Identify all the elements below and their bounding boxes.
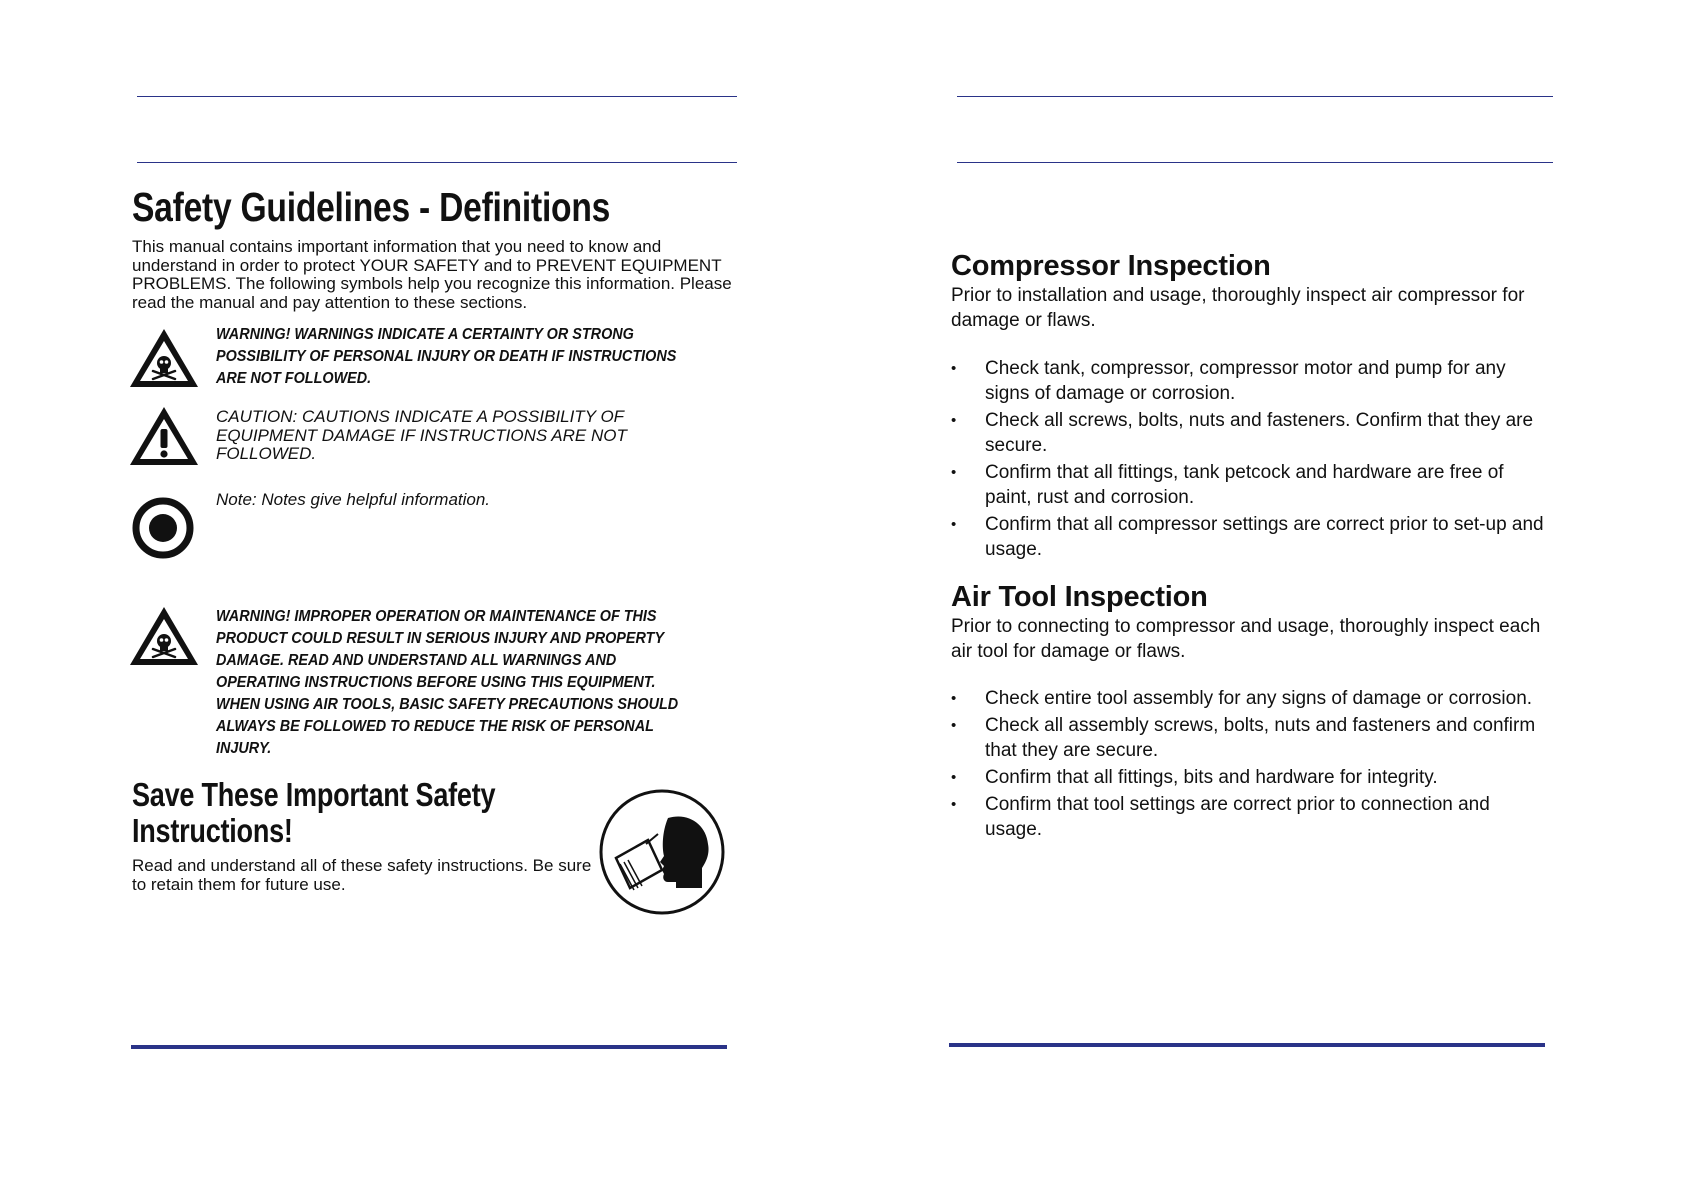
- save-instructions-text: Read and understand all of these safety instructions. Be sure to retain them for future use.: [132, 856, 592, 894]
- right-page: [842, 0, 1685, 1192]
- footer-rule: [131, 1045, 727, 1049]
- header-rule-bottom: [957, 162, 1553, 163]
- bullet-glyph: •: [951, 412, 957, 429]
- skull-warning-icon: [128, 604, 200, 668]
- page-title: Safety Guidelines - Definitions: [132, 184, 611, 230]
- list-item: • Check tank, compressor, compressor motor and pump for any signs of damage or corrosion.: [951, 358, 1506, 404]
- warning-definition: WARNING! WARNINGS INDICATE A CERTAINTY OR STRONG POSSIBILITY OF PERSONAL INJURY OR DEATH IF INSTRUCTIONS ARE NOT FOLLOWED.: [216, 326, 677, 387]
- compressor-inspection-title: Compressor Inspection: [951, 250, 1271, 282]
- bullseye-note-icon: [131, 496, 195, 560]
- list-item: • Confirm that all fittings, tank petcock and hardware are free of paint, rust and corrosion.: [951, 462, 1504, 508]
- bullet-glyph: •: [951, 690, 957, 707]
- bullet-glyph: •: [951, 796, 957, 813]
- list-item: • Check entire tool assembly for any signs of damage or corrosion.: [951, 688, 1533, 709]
- skull-warning-icon: [128, 326, 200, 390]
- bullet-glyph: •: [951, 769, 957, 786]
- header-rule-top: [137, 96, 737, 97]
- list-item: • Confirm that all compressor settings are correct prior to set-up and usage.: [951, 514, 1544, 560]
- caution-definition: CAUTION: CAUTIONS INDICATE A POSSIBILITY OF EQUIPMENT DAMAGE IF INSTRUCTIONS ARE NOT FOLLOWED.: [216, 407, 627, 463]
- list-item: • Check all screws, bolts, nuts and fasteners. Confirm that they are secure.: [951, 410, 1534, 456]
- left-page: [0, 0, 842, 1192]
- bullet-glyph: •: [951, 360, 957, 377]
- header-rule-bottom: [137, 162, 737, 163]
- bullet-glyph: •: [951, 464, 957, 481]
- bullet-glyph: •: [951, 717, 957, 734]
- footer-rule: [949, 1043, 1545, 1047]
- air-tool-inspection-title: Air Tool Inspection: [951, 581, 1208, 613]
- intro-paragraph: This manual contains important information that you need to know and understand in order to protect YOUR SAFETY and to PREVENT EQUIPMENT PROBLEMS. The following symbols help you recognize this information. Please read the manual and pay attention to these sections.: [132, 237, 732, 312]
- compressor-inspection-intro: Prior to installation and usage, thoroughly inspect air compressor for damage or flaws.: [951, 285, 1525, 331]
- read-manual-icon: [598, 788, 726, 916]
- compressor-checklist: [951, 356, 1551, 564]
- list-item: • Check all assembly screws, bolts, nuts and fasteners and confirm that they are secure.: [951, 715, 1536, 761]
- general-warning-text: WARNING! IMPROPER OPERATION OR MAINTENANCE OF THIS PRODUCT COULD RESULT IN SERIOUS INJURY AND PROPERTY DAMAGE. READ AND UNDERSTAND ALL WARNINGS AND OPERATING INSTRUCTIONS BEFORE USING THIS EQUIPMENT. WHEN USING AIR TOOLS, BASIC SAFETY PRECAUTIONS SHOULD ALWAYS BE FOLLOWED TO REDUCE THE RISK OF PERSONAL INJURY.: [216, 608, 679, 757]
- save-instructions-title-line2: Instructions!: [132, 812, 293, 849]
- note-definition: Note: Notes give helpful information.: [216, 490, 491, 509]
- air-tool-checklist: [951, 686, 1551, 844]
- list-item: • Confirm that all fittings, bits and hardware for integrity.: [951, 767, 1438, 788]
- bullet-glyph: •: [951, 516, 957, 533]
- list-item: • Confirm that tool settings are correct prior to connection and usage.: [951, 794, 1490, 840]
- air-tool-inspection-intro: Prior to connecting to compressor and usage, thoroughly inspect each air tool for damage or flaws.: [951, 616, 1541, 662]
- header-rule-top: [957, 96, 1553, 97]
- exclamation-caution-icon: [128, 404, 200, 468]
- save-instructions-title-line1: Save These Important Safety: [132, 776, 496, 813]
